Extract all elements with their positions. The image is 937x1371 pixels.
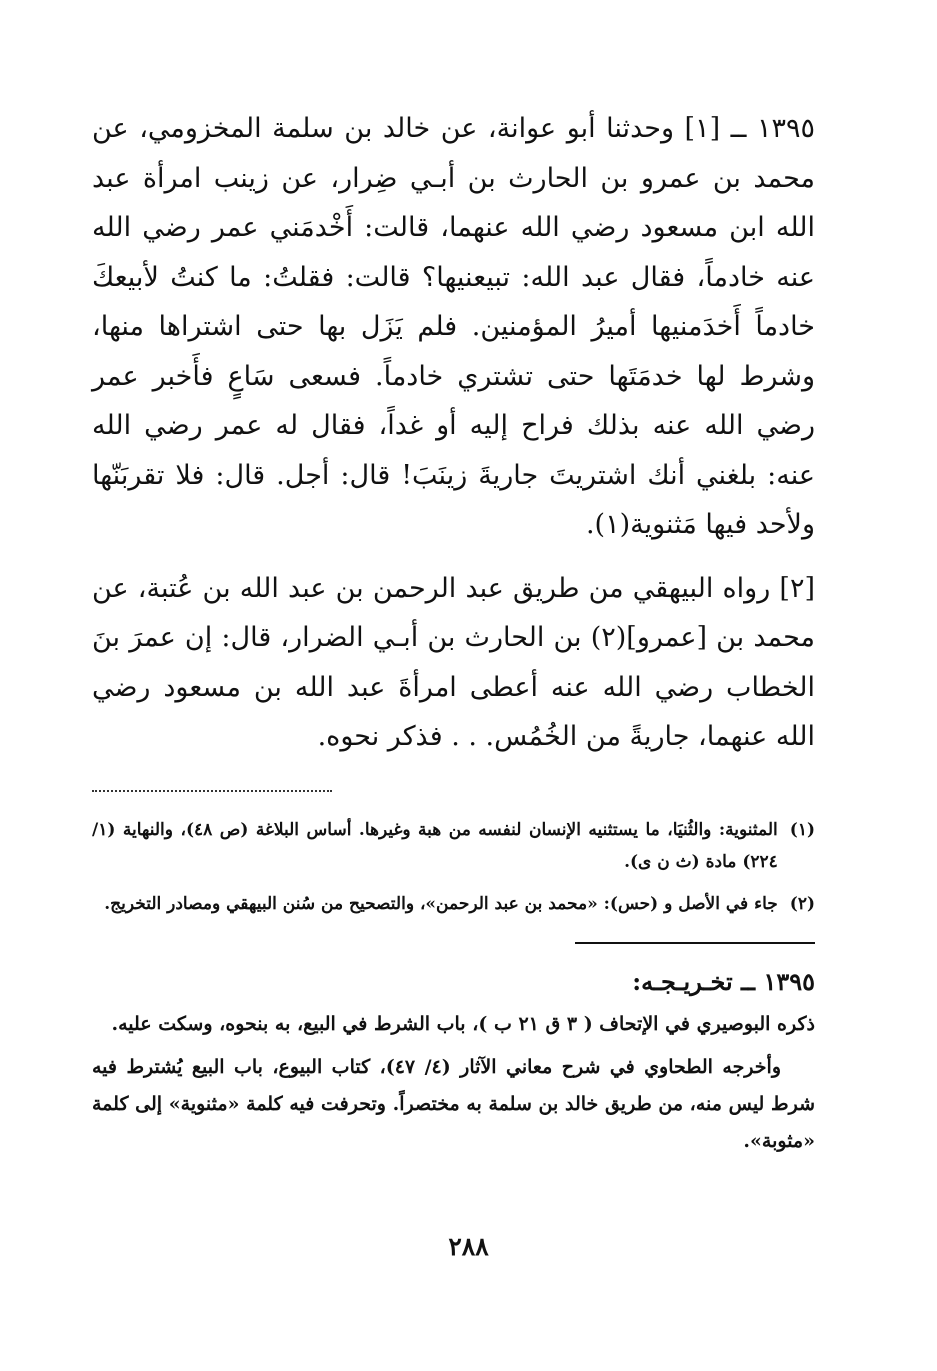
footnote-marker: (١) bbox=[789, 819, 815, 840]
footnote-separator bbox=[92, 790, 332, 802]
section-divider bbox=[575, 942, 815, 944]
footnote-2 bbox=[92, 888, 815, 920]
footnote-1 bbox=[92, 814, 815, 878]
takhrij-paragraph-2: وأخرجه الطحاوي في شرح معاني الآثار (٤/ ٤٧)، كتاب البيوع، باب البيع يُشترط فيه شرط ليس منه، من طريق خالد بن سلمة به مختصراً. وتحرفت فيه كلمة «مثنوية» إلى كلمة «مثوبة». bbox=[92, 1055, 815, 1152]
takhrij-paragraph-1: ذكره البوصيري في الإتحاف ( ٣ ق ٢١ ب )، باب الشرط في البيع، به بنحوه، وسكت عليه. bbox=[111, 1012, 815, 1035]
footnotes bbox=[92, 814, 815, 920]
takhrij-heading: ١٣٩٥ ــ تخـريـجـه: bbox=[632, 966, 815, 996]
hadith-paragraph-2: [٢] رواه البيهقي من طريق عبد الرحمن بن عبد الله بن عُتبة، عن محمد بن [عمرو](٢) بن الحارث بن أبـي الضرار، قال: إن عمرَ بنَ الخطاب رضي الله عنه أعطى امرأةَ عبد الله بن مسعود رضي الله عنهما، جاريةً من الخُمُس. . . فذكر نحوه. bbox=[92, 572, 815, 752]
page-number: ٢٨٨ bbox=[448, 1232, 489, 1261]
footnote-text: جاء في الأصل و (حس): «محمد بن عبد الرحمن»، والتصحيح من سُنن البيهقي ومصادر التخريج. bbox=[104, 893, 778, 914]
hadith-paragraph-1: ١٣٩٥ ــ [١] وحدثنا أبو عوانة، عن خالد بن سلمة المخزومي، عن محمد بن عمرو بن الحارث بن أبـي ضِرار، عن زينب امرأة عبد الله ابن مسعود رضي الله عنهما، قالت: أَخْدمَني عمر رضي الله عنه خادماً، فقال عبد الله: تبيعنيها؟ قالت: فقلتُ: ما كنتُ لأبيعكَ خادماً أَخدَمنيها أميرُ المؤمنين. فلم يَزَل بها حتى اشتراها منها، وشرط لها خدمَتَها حتى تشتري خادماً. فسعى سَاعٍ فأَخبر عمر رضي الله عنه بذلك فراح إليه أو غداً، فقال له عمر رضي الله عنه: بلغني أنك اشتريتَ جاريةَ زينَبَ! قال: أجل. قال: فلا تقربَنّها ولأحد فيها مَثنوية(١). bbox=[92, 113, 815, 540]
footnote-text: المثنوية: والثُنيَا، ما يستثنيه الإنسان لنفسه من هبة وغيرها. أساس البلاغة (ص ٤٨)، والنهاية (١/ ٢٢٤) مادة (ث ن ى). bbox=[92, 819, 778, 872]
footnote-marker: (٢) bbox=[789, 893, 815, 914]
